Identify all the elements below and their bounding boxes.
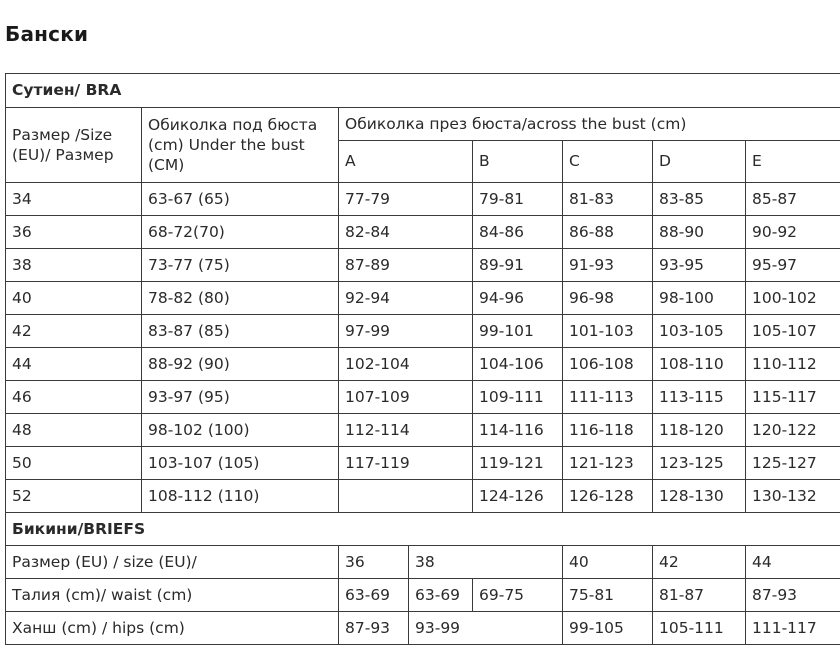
briefs-size-cell: 38 bbox=[409, 546, 563, 579]
page-title: Бански bbox=[5, 22, 89, 46]
briefs-size-cell: 36 bbox=[339, 546, 409, 579]
table-row bbox=[6, 447, 840, 480]
cup-e-cell: 95-97 bbox=[746, 249, 840, 282]
underbust-cell: 98-102 (100) bbox=[142, 414, 339, 447]
cup-d-cell: 98-100 bbox=[653, 282, 746, 315]
cup-d-cell: 108-110 bbox=[653, 348, 746, 381]
bra-section-label: Сутиен/ BRA bbox=[6, 74, 840, 108]
cup-a-cell: 97-99 bbox=[339, 315, 473, 348]
briefs-hips-cell: 111-117 bbox=[746, 612, 840, 645]
cup-c-cell: 101-103 bbox=[563, 315, 653, 348]
underbust-cell: 88-92 (90) bbox=[142, 348, 339, 381]
underbust-cell: 93-97 (95) bbox=[142, 381, 339, 414]
table-row bbox=[6, 249, 840, 282]
size-cell: 42 bbox=[6, 315, 142, 348]
briefs-waist-cell: 63-69 bbox=[339, 579, 409, 612]
briefs-waist-label: Талия (cm)/ waist (cm) bbox=[6, 579, 339, 612]
cup-d-cell: 93-95 bbox=[653, 249, 746, 282]
briefs-waist-row bbox=[6, 579, 840, 612]
briefs-size-cell: 40 bbox=[563, 546, 653, 579]
cup-c-cell: 96-98 bbox=[563, 282, 653, 315]
size-cell: 34 bbox=[6, 183, 142, 216]
size-cell: 40 bbox=[6, 282, 142, 315]
size-cell: 36 bbox=[6, 216, 142, 249]
cup-e-cell: 130-132 bbox=[746, 480, 840, 513]
cup-c-cell: 121-123 bbox=[563, 447, 653, 480]
table-row bbox=[6, 480, 840, 513]
table-row bbox=[6, 414, 840, 447]
cup-e-header: E bbox=[746, 141, 840, 183]
cup-e-cell: 85-87 bbox=[746, 183, 840, 216]
cup-e-cell: 105-107 bbox=[746, 315, 840, 348]
overbust-header: Обиколка през бюста/across the bust (cm) bbox=[339, 108, 840, 141]
cup-b-cell: 114-116 bbox=[473, 414, 563, 447]
cup-a-cell bbox=[339, 480, 473, 513]
cup-d-cell: 88-90 bbox=[653, 216, 746, 249]
cup-a-cell: 117-119 bbox=[339, 447, 473, 480]
briefs-waist-cell: 63-69 bbox=[409, 579, 473, 612]
size-cell: 44 bbox=[6, 348, 142, 381]
cup-b-cell: 119-121 bbox=[473, 447, 563, 480]
cup-c-cell: 86-88 bbox=[563, 216, 653, 249]
size-header: Размер /Size (EU)/ Размер bbox=[6, 108, 142, 183]
size-cell: 48 bbox=[6, 414, 142, 447]
cup-d-header: D bbox=[653, 141, 746, 183]
briefs-hips-cell: 87-93 bbox=[339, 612, 409, 645]
briefs-section-row bbox=[6, 513, 840, 546]
cup-d-cell: 103-105 bbox=[653, 315, 746, 348]
cup-a-cell: 82-84 bbox=[339, 216, 473, 249]
cup-b-cell: 84-86 bbox=[473, 216, 563, 249]
underbust-cell: 83-87 (85) bbox=[142, 315, 339, 348]
cup-b-cell: 109-111 bbox=[473, 381, 563, 414]
cup-b-cell: 89-91 bbox=[473, 249, 563, 282]
cup-b-cell: 99-101 bbox=[473, 315, 563, 348]
cup-d-cell: 123-125 bbox=[653, 447, 746, 480]
bra-section-row bbox=[6, 74, 840, 108]
briefs-waist-cell: 87-93 bbox=[746, 579, 840, 612]
cup-b-cell: 94-96 bbox=[473, 282, 563, 315]
cup-e-cell: 120-122 bbox=[746, 414, 840, 447]
cup-e-cell: 100-102 bbox=[746, 282, 840, 315]
cup-d-cell: 113-115 bbox=[653, 381, 746, 414]
table-row bbox=[6, 348, 840, 381]
bra-header-row bbox=[6, 108, 840, 141]
briefs-hips-cell: 99-105 bbox=[563, 612, 653, 645]
briefs-hips-label: Ханш (cm) / hips (cm) bbox=[6, 612, 339, 645]
briefs-waist-cell: 69-75 bbox=[473, 579, 563, 612]
briefs-hips-cell: 93-99 bbox=[409, 612, 563, 645]
underbust-header: Обиколка под бюста (cm) Under the bust (CM) bbox=[142, 108, 339, 183]
cup-c-cell: 106-108 bbox=[563, 348, 653, 381]
cup-a-cell: 87-89 bbox=[339, 249, 473, 282]
briefs-size-row bbox=[6, 546, 840, 579]
cup-a-header: A bbox=[339, 141, 473, 183]
cup-b-header: B bbox=[473, 141, 563, 183]
cup-b-cell: 104-106 bbox=[473, 348, 563, 381]
table-row bbox=[6, 282, 840, 315]
briefs-size-label: Размер (EU) / size (EU)/ bbox=[6, 546, 339, 579]
cup-c-cell: 111-113 bbox=[563, 381, 653, 414]
size-chart-table bbox=[5, 73, 840, 645]
briefs-hips-cell: 105-111 bbox=[653, 612, 746, 645]
cup-a-cell: 112-114 bbox=[339, 414, 473, 447]
briefs-waist-cell: 81-87 bbox=[653, 579, 746, 612]
briefs-hips-row bbox=[6, 612, 840, 645]
cup-c-cell: 81-83 bbox=[563, 183, 653, 216]
cup-d-cell: 83-85 bbox=[653, 183, 746, 216]
cup-c-cell: 91-93 bbox=[563, 249, 653, 282]
table-row bbox=[6, 381, 840, 414]
underbust-cell: 68-72(70) bbox=[142, 216, 339, 249]
table-row bbox=[6, 315, 840, 348]
cup-e-cell: 115-117 bbox=[746, 381, 840, 414]
cup-c-cell: 116-118 bbox=[563, 414, 653, 447]
cup-b-cell: 124-126 bbox=[473, 480, 563, 513]
cup-e-cell: 125-127 bbox=[746, 447, 840, 480]
cup-a-cell: 102-104 bbox=[339, 348, 473, 381]
cup-d-cell: 118-120 bbox=[653, 414, 746, 447]
briefs-section-label: Бикини/BRIEFS bbox=[6, 513, 840, 546]
size-cell: 50 bbox=[6, 447, 142, 480]
cup-c-cell: 126-128 bbox=[563, 480, 653, 513]
underbust-cell: 63-67 (65) bbox=[142, 183, 339, 216]
underbust-cell: 103-107 (105) bbox=[142, 447, 339, 480]
briefs-size-cell: 44 bbox=[746, 546, 840, 579]
underbust-cell: 108-112 (110) bbox=[142, 480, 339, 513]
size-cell: 52 bbox=[6, 480, 142, 513]
briefs-size-cell: 42 bbox=[653, 546, 746, 579]
cup-a-cell: 92-94 bbox=[339, 282, 473, 315]
cup-b-cell: 79-81 bbox=[473, 183, 563, 216]
underbust-cell: 78-82 (80) bbox=[142, 282, 339, 315]
briefs-waist-cell: 75-81 bbox=[563, 579, 653, 612]
cup-d-cell: 128-130 bbox=[653, 480, 746, 513]
cup-a-cell: 107-109 bbox=[339, 381, 473, 414]
cup-e-cell: 110-112 bbox=[746, 348, 840, 381]
underbust-cell: 73-77 (75) bbox=[142, 249, 339, 282]
table-row bbox=[6, 216, 840, 249]
size-cell: 46 bbox=[6, 381, 142, 414]
cup-a-cell: 77-79 bbox=[339, 183, 473, 216]
cup-c-header: C bbox=[563, 141, 653, 183]
cup-e-cell: 90-92 bbox=[746, 216, 840, 249]
size-cell: 38 bbox=[6, 249, 142, 282]
table-row bbox=[6, 183, 840, 216]
